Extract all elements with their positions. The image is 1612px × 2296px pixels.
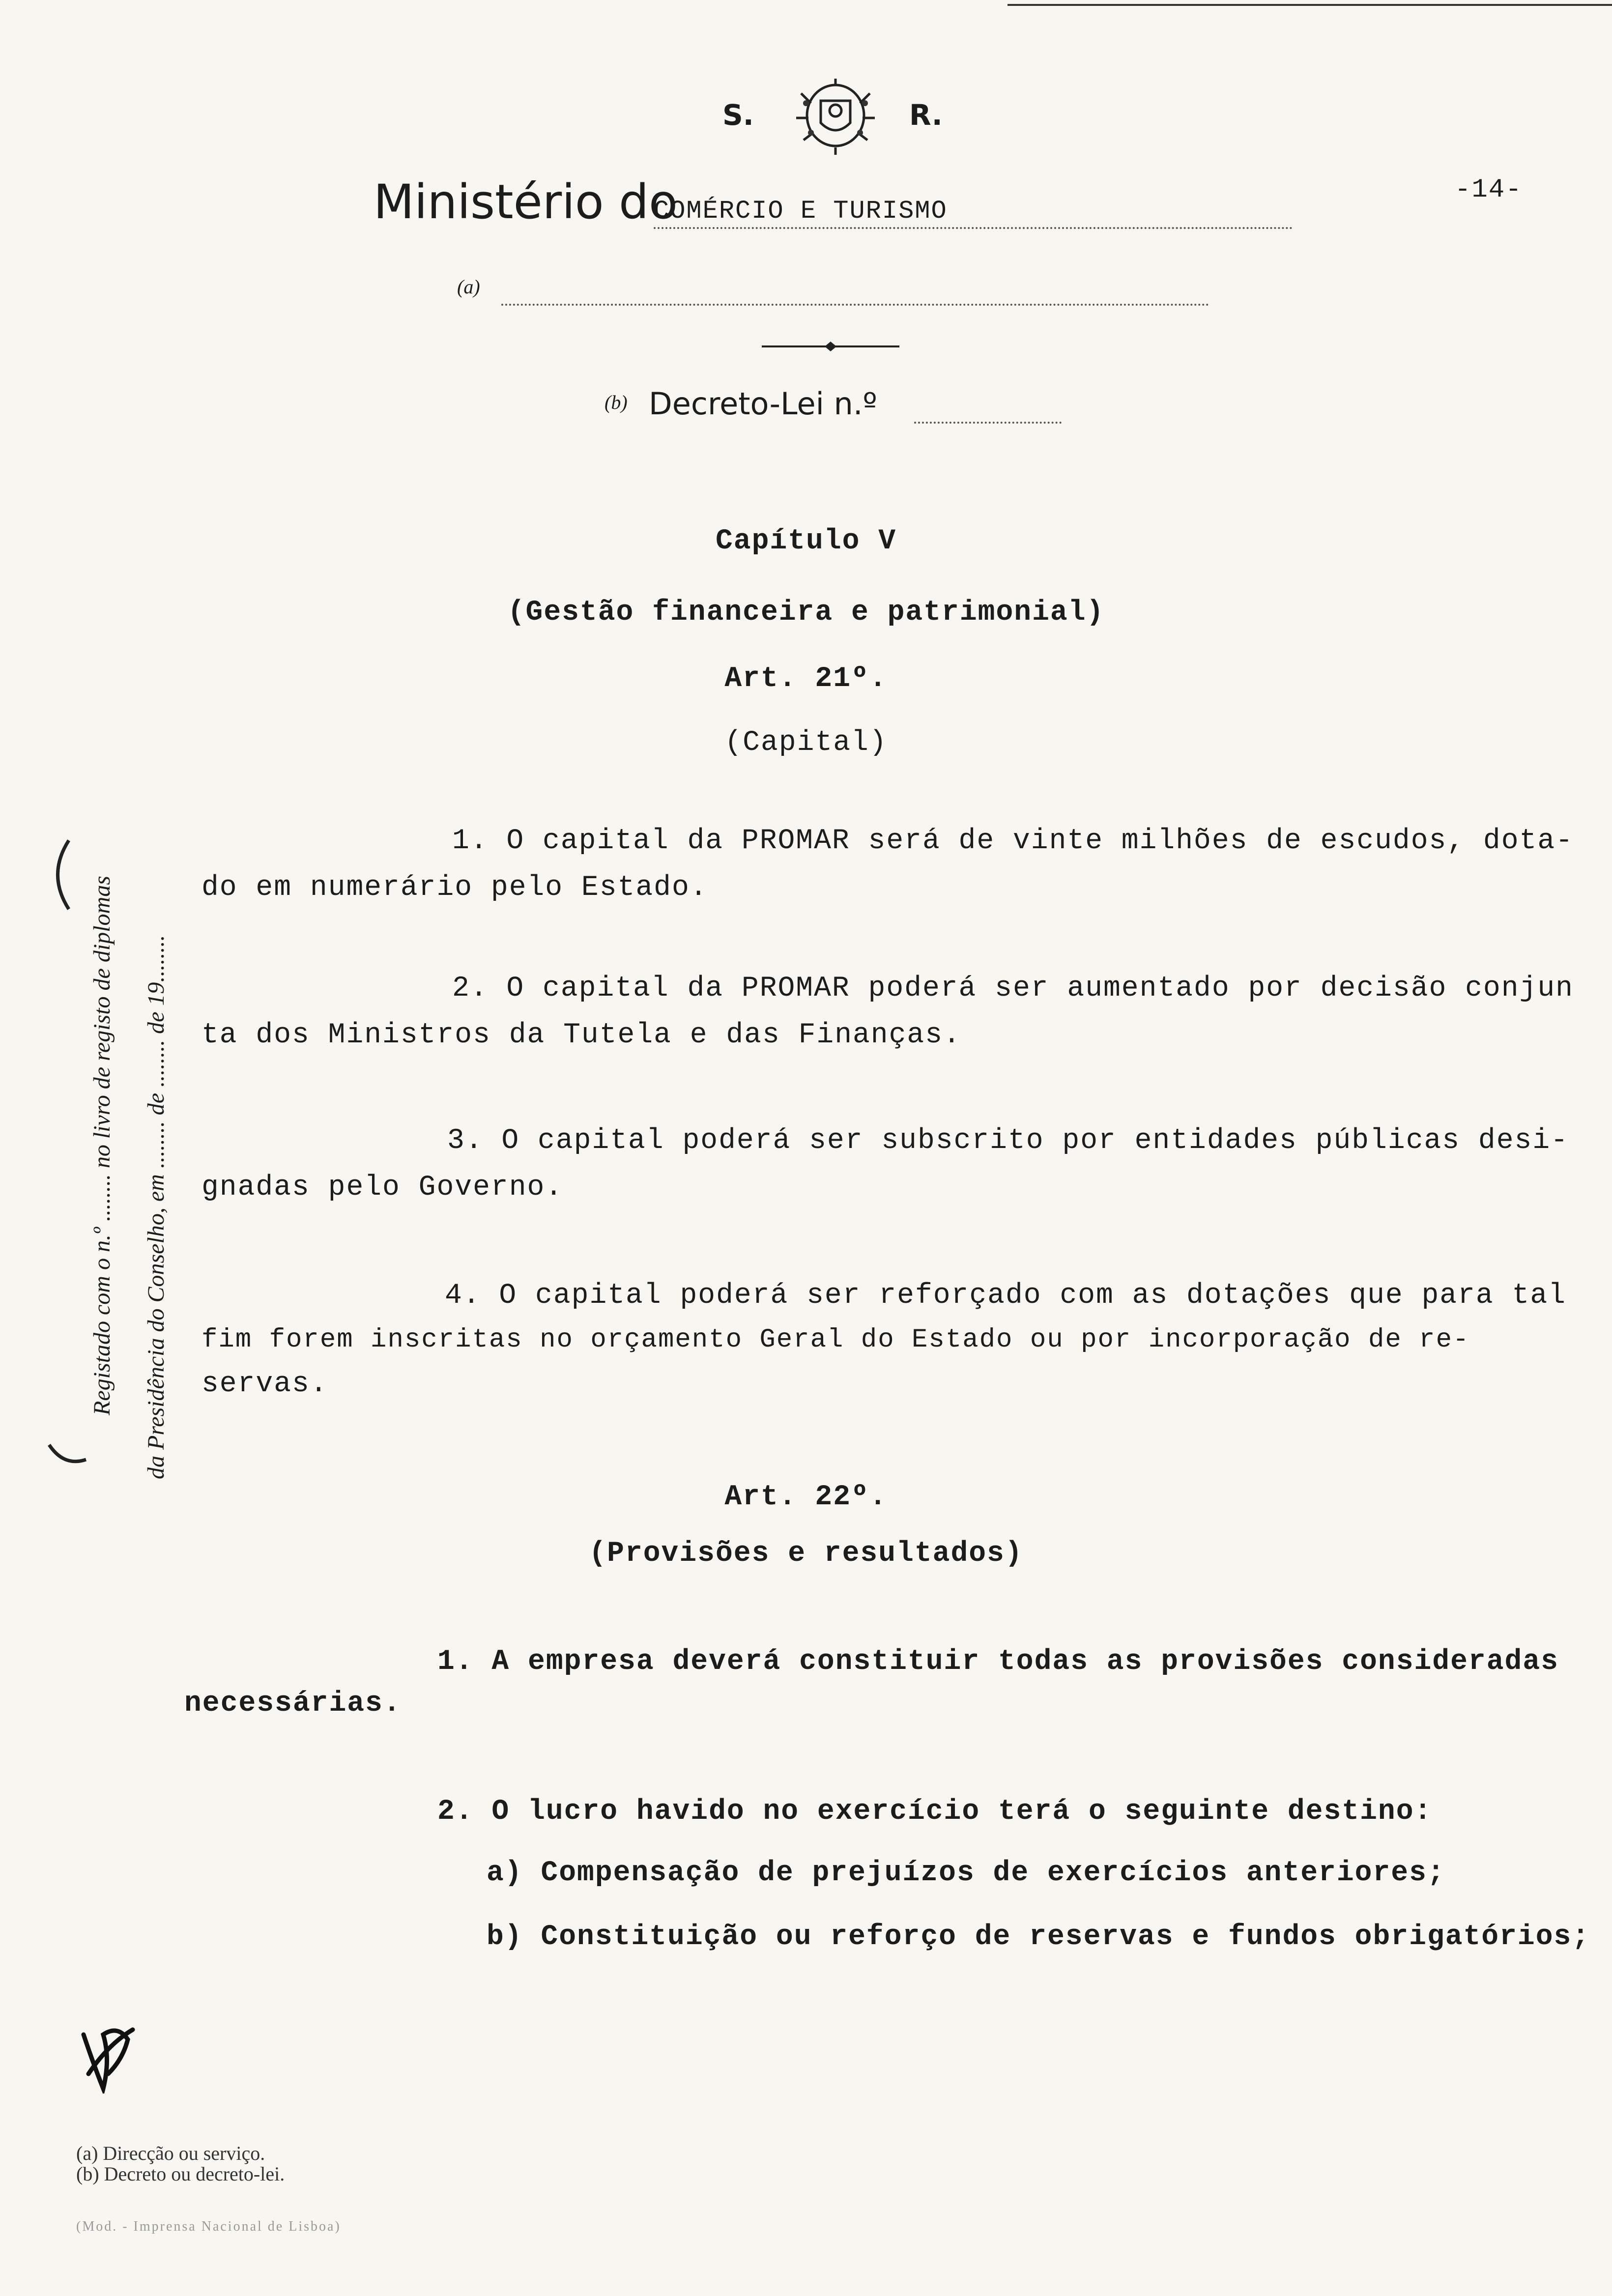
art22-subtitle: (Provisões e resultados) xyxy=(589,1538,1023,1570)
art21-title: Art. 21º. xyxy=(724,663,888,695)
field-a-label: (a) xyxy=(457,276,480,298)
art21-subtitle: (Capital) xyxy=(724,727,888,759)
art21-p3-line1: 3. O capital poderá ser subscrito por entidades públicas desi- xyxy=(447,1125,1569,1157)
ornament-divider-icon xyxy=(757,339,904,354)
art21-p3-line2: gnadas pelo Governo. xyxy=(202,1172,564,1204)
art22-p1-line1: 1. A empresa deverá constituir todas as provisões consideradas xyxy=(437,1646,1559,1678)
page-number: -14- xyxy=(1455,175,1523,205)
chapter-title: Capítulo V xyxy=(715,525,897,557)
art22-item-b: b) Constituição ou reforço de reservas e fundos obrigatórios; xyxy=(487,1921,1590,1953)
ministry-field xyxy=(654,197,1293,229)
decreto-prefix: (b) xyxy=(604,391,628,413)
printer-mark: (Mod. - Imprensa Nacional de Lisboa) xyxy=(76,2219,341,2234)
chapter-subtitle: (Gestão financeira e patrimonial) xyxy=(507,597,1105,629)
ministerio-label: Ministério do xyxy=(374,174,678,230)
art22-title: Art. 22º. xyxy=(724,1481,888,1513)
art22-item-a: a) Compensação de prejuízos de exercícios anteriores; xyxy=(487,1857,1445,1889)
art21-p4-line1: 4. O capital poderá ser reforçado com as dotações que para tal xyxy=(445,1280,1566,1312)
decreto-label: Decreto-Lei n.º xyxy=(649,386,877,422)
footnote-b: (b) Decreto ou decreto-lei. xyxy=(76,2163,285,2185)
art21-p2-line2: ta dos Ministros da Tutela e das Finanças. xyxy=(202,1019,961,1051)
field-a-line xyxy=(501,279,1209,306)
left-bracket-bottom-icon xyxy=(44,1440,88,1474)
header-s: S. xyxy=(722,98,754,132)
ministry-name: COMÉRCIO E TURISMO xyxy=(654,197,948,226)
art22-p2: 2. O lucro havido no exercício terá o seguinte destino: xyxy=(437,1796,1433,1828)
art21-p4-line3: servas. xyxy=(202,1368,328,1400)
left-bracket-icon xyxy=(44,835,74,914)
art21-p4-line2: fim forem inscritas no orçamento Geral do Estado ou por incorporação de re- xyxy=(202,1325,1470,1355)
presidencia-note: da Presidência do Conselho, em ........ de ........ de 19........ xyxy=(143,935,169,1479)
art21-p1-line2: do em numerário pelo Estado. xyxy=(202,872,708,904)
signature-initials-icon xyxy=(74,2015,143,2094)
register-note: Registado com o n.º ........ no livro de registo de diplomas xyxy=(89,876,115,1415)
header-r: R. xyxy=(909,98,943,132)
footnote-a: (a) Direcção ou serviço. xyxy=(76,2142,265,2164)
art22-p1-line2: necessárias. xyxy=(184,1688,402,1720)
coat-of-arms-icon xyxy=(786,74,885,157)
art21-p2-line1: 2. O capital da PROMAR poderá ser aumentado por decisão conjun xyxy=(452,973,1574,1004)
decreto-number-line xyxy=(914,398,1062,424)
art21-p1-line1: 1. O capital da PROMAR será de vinte milhões de escudos, dota- xyxy=(452,825,1574,857)
scan-edge-line xyxy=(1008,4,1612,6)
